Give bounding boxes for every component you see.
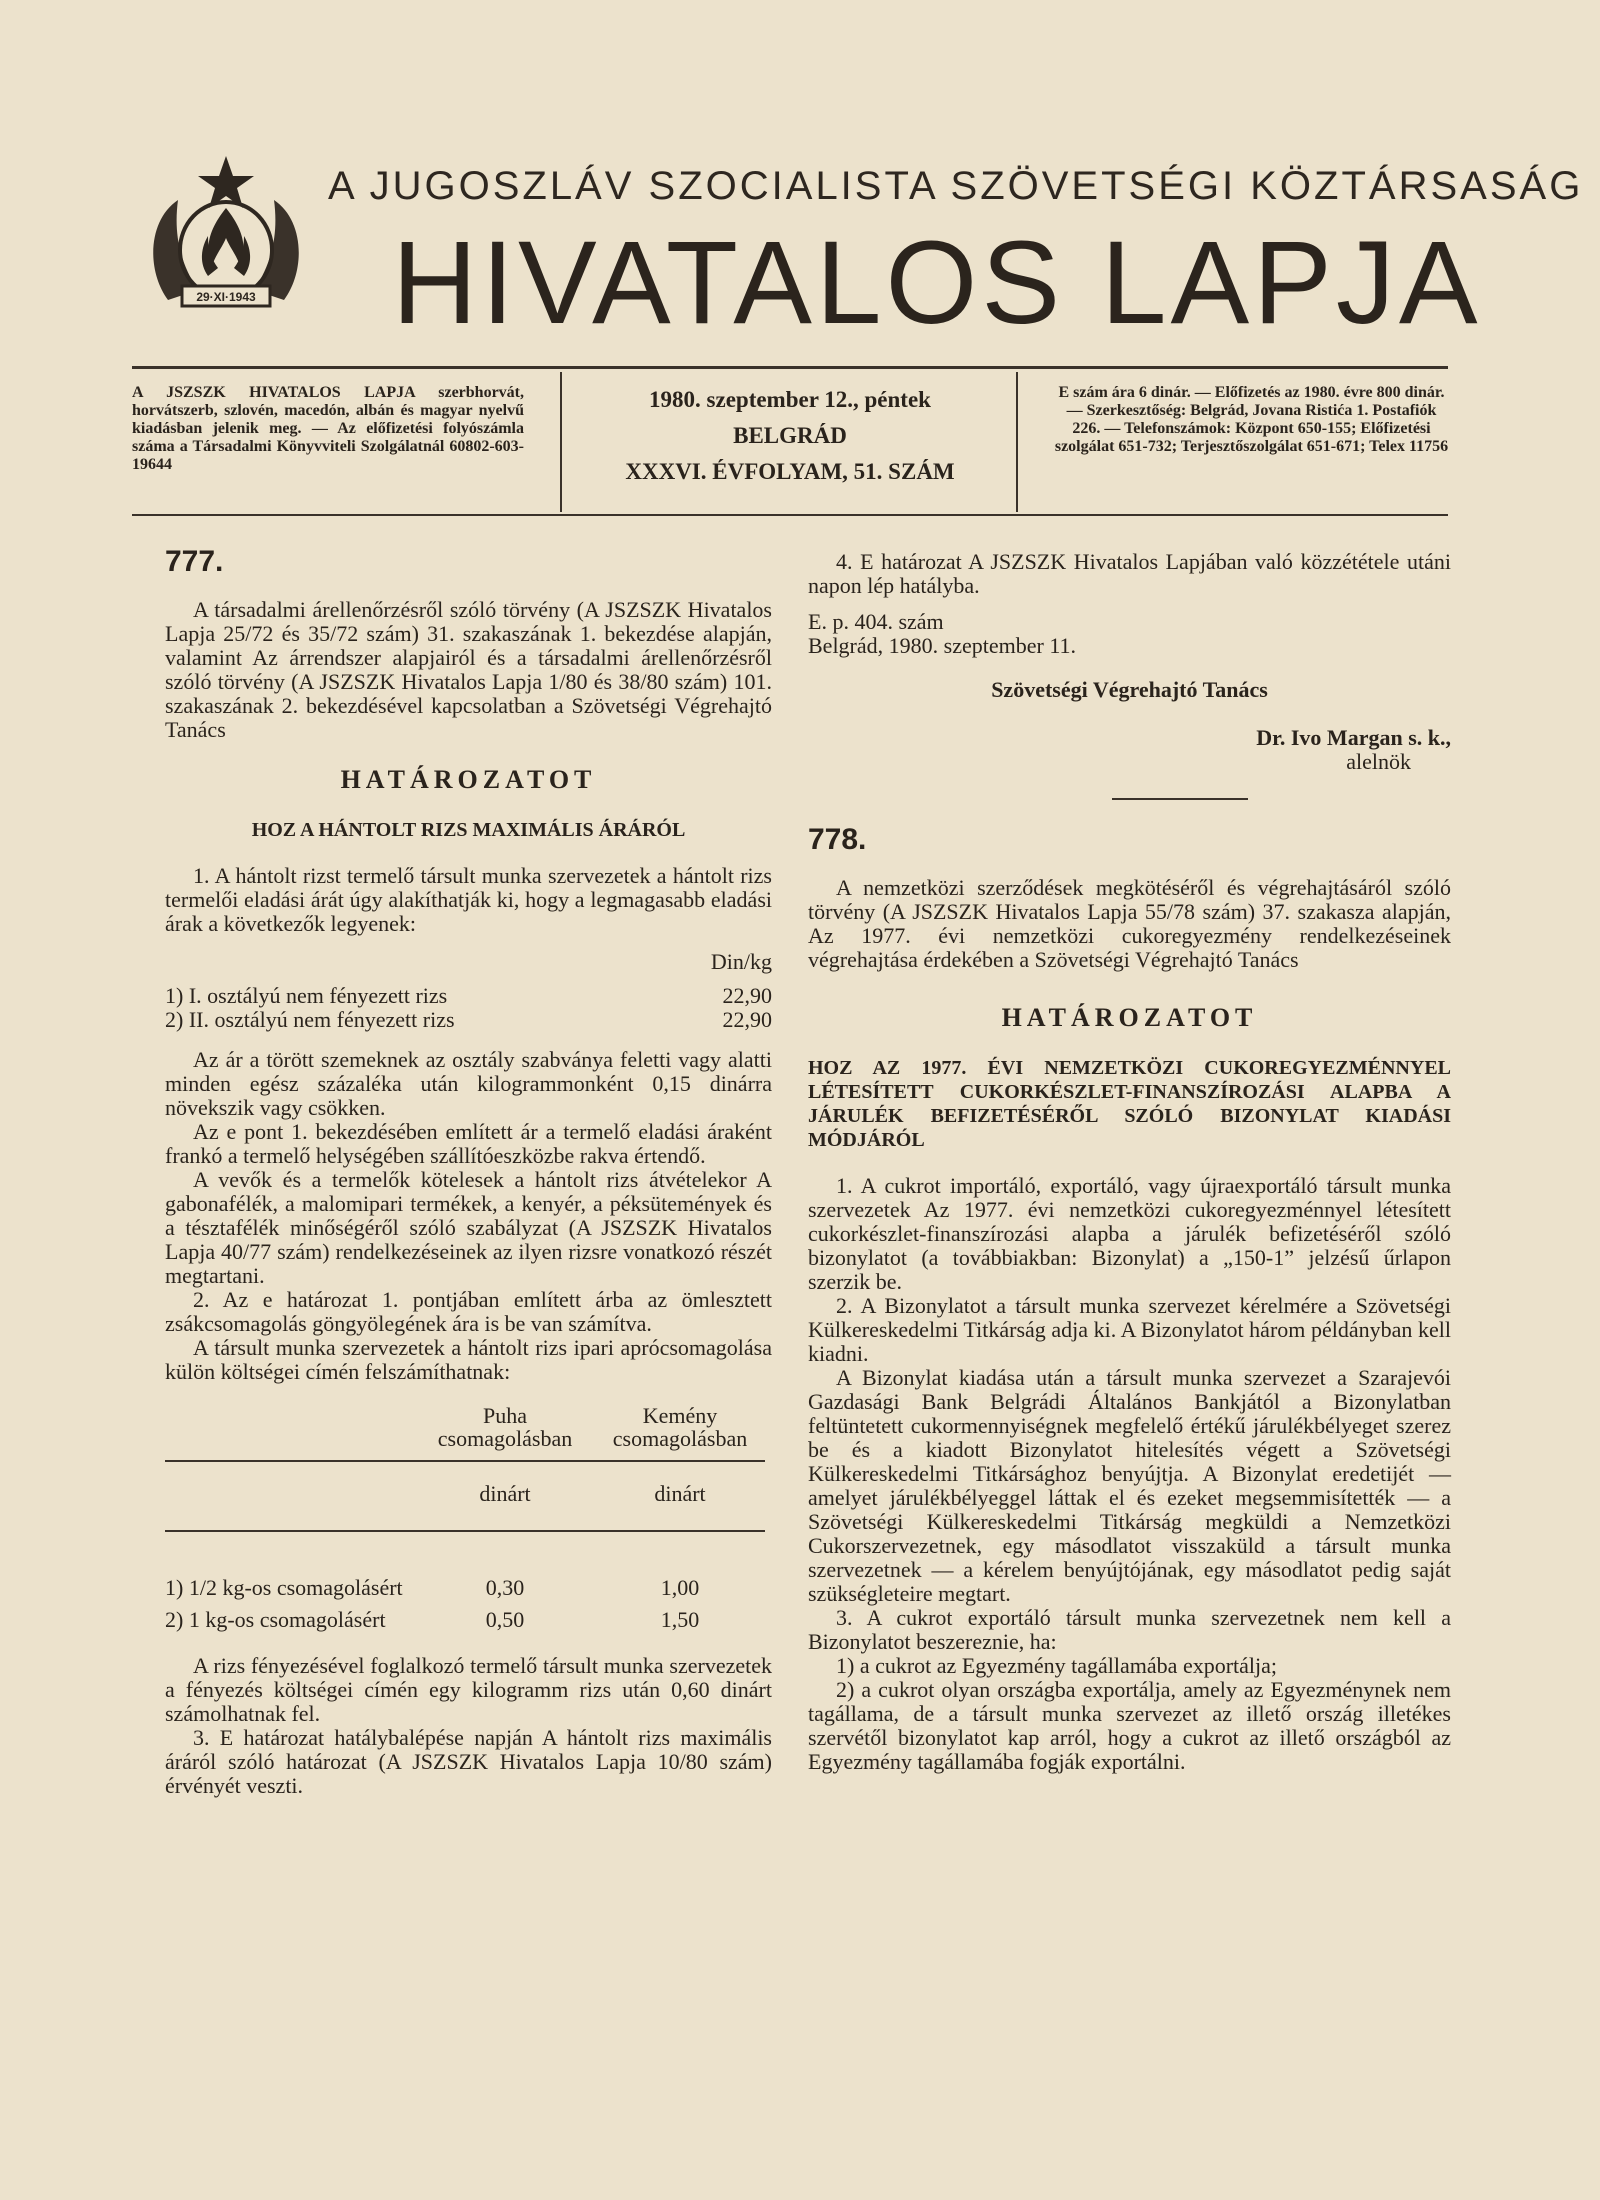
doc778-paragraph-1: 1. A cukrot importáló, exportáló, vagy újraexportáló társult munka szervezetek Az 1977. évi nemzetközi cukoregyezménnyel létesített cukorkészlet-finanszírozási alapba a járulék befizetéséről szóló bizonylatot (a továbbiakban: Bizonylat) a „150-1” jelzésű űrlapon szerzik be. xyxy=(808,1173,1451,1294)
table-unit-row xyxy=(165,1461,765,1531)
doc777-paragraph-4: A vevők és a termelők kötelesek a hántolt rizs átvételekor A gabonafélék, a malomipari termékek, a kenyér, a péksütemények és a tésztafélék minőségéről szóló szabályzat (A JSZSZK Hivatalos Lapja 40/77 szám) rendelkezéseinek az ilyen rizsre vonatkozó részét megtartani. xyxy=(165,1167,772,1288)
document-778-number: 778. xyxy=(808,823,867,856)
table-header-hard: Kemény csomagolásban xyxy=(595,1404,765,1461)
emblem-date: 29·XI·1943 xyxy=(196,290,256,304)
table-header-empty xyxy=(165,1404,415,1461)
issue-info xyxy=(560,382,1020,502)
doc777-paragraph-2: Az ár a törött szemeknek az osztály szabványa feletti vagy alatti minden egész százaléka után kilogrammonként 0,15 dinárra növekszik vagy csökken. xyxy=(165,1047,772,1120)
doc778-paragraph-3: A Bizonylat kiadása után a társult munka szervezet a Szarajevói Gazdasági Bank Belgrádi Általános Bankjától a Bizonylatban feltüntetett cukormennyiségnek megfelelő értékű járulékbélyeget szerez be és a kiadott Bizonylatot hitelesítés végett a Szövetségi Külkereskedelmi Titkársághoz benyújtja. A Bizonylat eredetijét — amelyet járulékbélyeggel láttak el és ezeket megsemmisítették — a Szövetségi Külkereskedelmi Titkárság megküldi a Nemzetközi Cukorszervezetnek, egy másodlatot visszaküld a társult munka szervezetnek — a kérelem benyújtójának, egy másodlatot pedig saját szükségleteire megtart. xyxy=(808,1365,1451,1606)
doc778-subheading: HOZ AZ 1977. ÉVI NEMZETKÖZI CUKOREGYEZMÉNNYEL LÉTESÍTETT CUKORKÉSZLET-FINANSZÍROZÁSI ALAPBA A JÁRULÉK BEFIZETÉSÉRŐL SZÓLÓ BIZONYLAT KIADÁSI MÓDJÁRÓL xyxy=(808,1057,1451,1151)
doc777-heading: HATÁROZATOT xyxy=(340,765,597,794)
price-contact-info: E szám ára 6 dinár. — Előfizetés az 1980. évre 800 dinár. — Szerkesztőség: Belgrád, Jovana Ristića 1. Postafiók 226. — Telefonszámok: Központ 650-155; Előfizetési szolgálat 651-732; Terjesztőszolgálat 651-671; Telex 11756 xyxy=(1054,384,1449,455)
doc777-paragraph-9: 4. E határozat A JSZSZK Hivatalos Lapjában való közzététele utáni napon lép hatályba. xyxy=(808,549,1451,598)
section-divider xyxy=(1112,798,1248,800)
doc777-paragraph-7: A rizs fényezésével foglalkozó termelő társult munka szervezetek a fényezés költségei címén egy kilogramm rizs után 0,60 dinárt számolhatnak fel. xyxy=(165,1653,772,1726)
right-column xyxy=(808,550,1451,1774)
issue-place: BELGRÁD xyxy=(733,423,847,448)
doc777-subheading: HOZ A HÁNTOLT RIZS MAXIMÁLIS ÁRÁRÓL xyxy=(251,819,686,841)
table-row xyxy=(165,1531,765,1600)
doc778-paragraph-5: 1) a cukrot az Egyezmény tagállamába exportálja; xyxy=(836,1653,1278,1678)
doc778-paragraph-4: 3. A cukrot exportáló társult munka szervezetnek nem kell a Bizonylatot beszereznie, ha: xyxy=(808,1605,1451,1654)
doc777-paragraph-6: A társult munka szervezetek a hántolt rizs ipari aprócsomagolása külön költségei címén felszámíthatnak: xyxy=(165,1335,772,1384)
price-value: 22,90 xyxy=(722,1007,772,1032)
doc777-issuing-body: Szövetségi Végrehajtó Tanács xyxy=(991,677,1268,702)
doc777-signer-role: alelnök xyxy=(1346,749,1411,774)
table-row xyxy=(165,1600,765,1636)
masthead-title: HIVATALOS LAPJA xyxy=(392,217,1482,349)
doc777-signer: Dr. Ivo Margan s. k., xyxy=(1256,725,1451,750)
coat-of-arms-emblem xyxy=(138,150,314,320)
table-row-label: 2) 1 kg-os csomagolásért xyxy=(165,1607,386,1632)
table-header-soft: Puha csomagolásban xyxy=(415,1404,595,1461)
table-unit-hard: dinárt xyxy=(595,1461,765,1531)
masthead-rule-bottom xyxy=(132,514,1448,516)
doc777-intro: A társadalmi árellenőrzésről szóló törvény (A JSZSZK Hivatalos Lapja 25/72 és 35/72 szám) 31. szakaszának 1. bekezdése alapján, valamint Az árrendszer alapjairól és a társadalmi árellenőrzésről szóló törvény (A JSZSZK Hivatalos Lapja 1/80 és 38/80 szám) 101. szakaszának 2. bekezdésével kapcsolatban a Szövetségi Végrehajtó Tanács xyxy=(165,597,772,742)
doc777-paragraph-5: 2. Az e határozat 1. pontjában említett árba az ömlesztett zsákcsomagolás göngyölegének ára is be van számítva. xyxy=(165,1287,772,1336)
doc777-reference: E. p. 404. szám xyxy=(808,609,944,634)
doc777-paragraph-1: 1. A hántolt rizst termelő társult munka szervezetek a hántolt rizs termelői eladási árát úgy alakíthatják ki, hogy a legmagasabb eladási árak a következők legyenek: xyxy=(165,863,772,936)
issue-date: 1980. szeptember 12., péntek xyxy=(649,387,931,412)
issue-number: XXXVI. ÉVFOLYAM, 51. SZÁM xyxy=(625,459,955,484)
packaging-cost-table xyxy=(165,1404,765,1636)
doc778-paragraph-2: 2. A Bizonylatot a társult munka szervezet kérelmére a Szövetségi Külkereskedelmi Titkárság adja ki. A Bizonylatot három példányban kell kiadni. xyxy=(808,1293,1451,1366)
price-label: 1) I. osztályú nem fényezett rizs xyxy=(165,983,448,1008)
price-unit: Din/kg xyxy=(710,949,772,974)
price-row xyxy=(165,984,772,1008)
table-cell-hard: 1,00 xyxy=(660,1575,700,1600)
table-unit-soft: dinárt xyxy=(415,1461,595,1531)
masthead-kicker: A JUGOSZLÁV SZOCIALISTA SZÖVETSÉGI KÖZTÁRSASÁG xyxy=(328,164,1584,208)
rice-price-list xyxy=(165,950,772,1032)
table-row-label: 1) 1/2 kg-os csomagolásért xyxy=(165,1575,403,1600)
price-value: 22,90 xyxy=(722,983,772,1008)
doc777-place-date: Belgrád, 1980. szeptember 11. xyxy=(808,633,1076,658)
left-column xyxy=(165,545,772,1798)
doc778-intro: A nemzetközi szerződések megkötéséről és végrehajtásáról szóló törvény (A JSZSZK Hivatalos Lapja 55/78 szám) 37. szakasza alapján, Az 1977. évi nemzetközi cukoregyezmény rendelkezéseinek végrehajtása érdekében a Szövetségi Végrehajtó Tanács xyxy=(808,875,1451,972)
table-cell-soft: 0,50 xyxy=(485,1607,525,1632)
masthead-rule-top xyxy=(132,366,1448,369)
table-header-row xyxy=(165,1404,765,1461)
doc777-paragraph-3: Az e pont 1. bekezdésében említett ár a termelő eladási áraként frankó a termelő helységében szállítóeszközbe rakva értendő. xyxy=(165,1119,772,1168)
document-777-number: 777. xyxy=(165,545,224,578)
doc778-heading: HATÁROZATOT xyxy=(1001,1003,1258,1032)
table-cell-hard: 1,50 xyxy=(660,1607,700,1632)
table-cell-soft: 0,30 xyxy=(485,1575,525,1600)
price-label: 2) II. osztályú nem fényezett rizs xyxy=(165,1007,455,1032)
doc777-paragraph-8: 3. E határozat hatálybalépése napján A hántolt rizs maximális áráról szóló határozat (A JSZSZK Hivatalos Lapja 10/80 szám) érvényét veszti. xyxy=(165,1725,772,1798)
doc778-paragraph-6: 2) a cukrot olyan országba exportálja, amely az Egyezménynek nem tagállama, de a társult munka szervezet az illető ország illetékes szervétől bizonylatot kap arról, hogy a cukrot az illető országból az Egyezmény tagállamába fogják exportálni. xyxy=(808,1677,1451,1774)
publication-info: A JSZSZK HIVATALOS LAPJA szerbhorvát, horvátszerb, szlovén, macedón, albán és magyar nyelvű kiadásban jelenik meg. — Az előfizetési folyószámla száma a Társadalmi Könyvviteli Szolgálatnál 60802-603-19644 xyxy=(132,384,524,473)
price-row xyxy=(165,1008,772,1032)
